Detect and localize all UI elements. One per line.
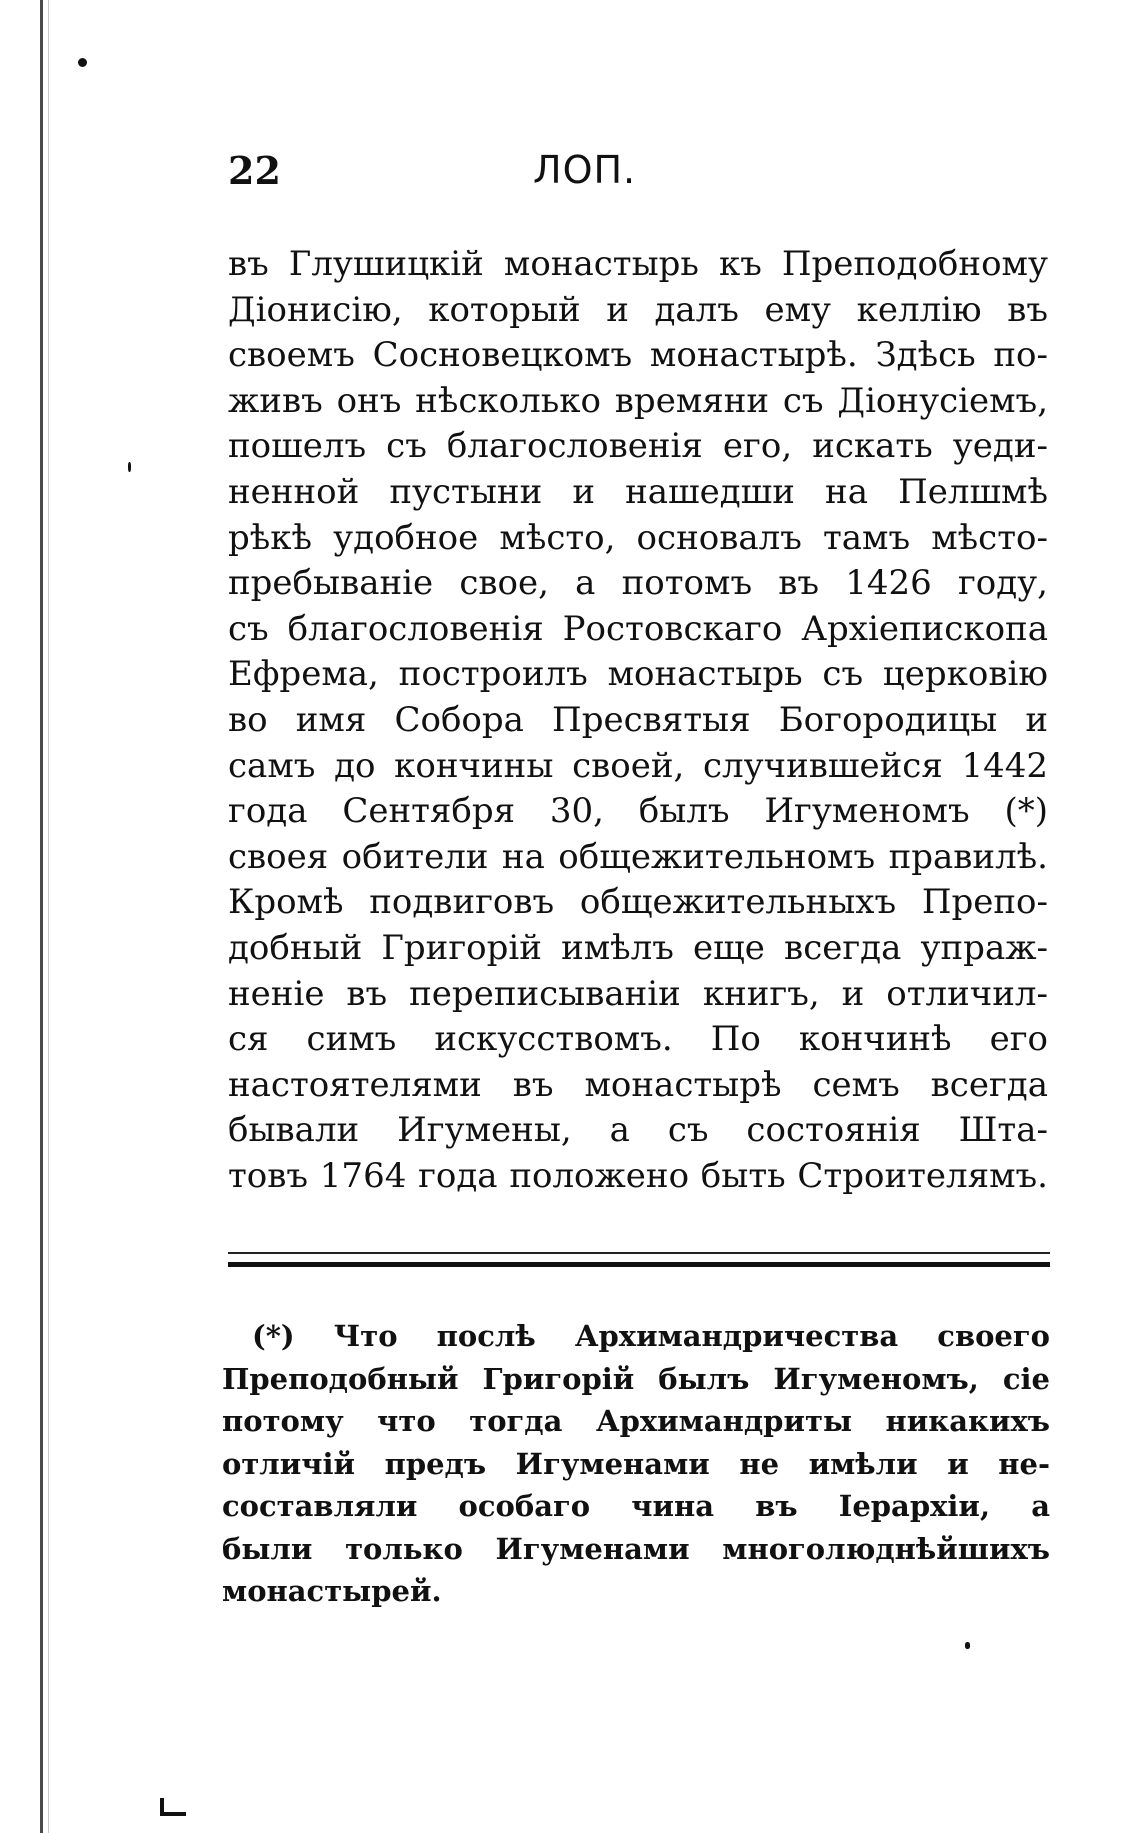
ink-speck xyxy=(965,1642,970,1649)
text-line: бывали Игумены, а съ состоянія Шта- xyxy=(228,1110,1048,1151)
text-line: съ благословенія Ростовскаго Архіепископа xyxy=(228,608,1048,649)
text-line: живъ онъ нѣсколько времяни съ Діонусіемъ, xyxy=(228,380,1048,421)
text-line: товъ 1764 года положено быть Строителямъ. xyxy=(228,1155,1048,1196)
footnote-separator-thick xyxy=(228,1262,1050,1267)
page-header xyxy=(228,148,1048,208)
footnote-separator-thin xyxy=(228,1252,1050,1254)
page-binding-shadow xyxy=(48,0,49,1833)
footnote-line: (*) Что послѣ Архимандричества своего xyxy=(252,1319,1050,1353)
text-line: ненной пустыни и нашедши на Пелшмѣ xyxy=(228,471,1048,512)
text-line: Діонисію, который и далъ ему келлію въ xyxy=(228,289,1048,330)
text-line: во имя Собора Пресвятыя Богородицы и xyxy=(228,699,1048,740)
main-text-block xyxy=(228,242,1048,1199)
footnote-line: потому что тогда Архимандриты никакихъ xyxy=(222,1404,1050,1438)
text-line: рѣкѣ удобное мѣсто, основалъ тамъ мѣсто- xyxy=(228,517,1048,558)
text-line: неніе въ переписываніи книгъ, и отличил- xyxy=(228,973,1048,1014)
text-line: ся симъ искусствомъ. По кончинѣ его xyxy=(228,1019,1048,1060)
footnote-line: Преподобный Григорій былъ Игуменомъ, сіе xyxy=(222,1361,1050,1396)
text-line: года Сентября 30, былъ Игуменомъ (*) xyxy=(228,791,1048,832)
text-line: Кромѣ подвиговъ общежительныхъ Препо- xyxy=(228,882,1048,923)
text-line: пошелъ съ благословенія его, искать уеди- xyxy=(228,426,1048,467)
text-line: Ефрема, построилъ монастырь съ церковію xyxy=(228,654,1048,695)
text-line: настоятелями въ монастырѣ семъ всегда xyxy=(228,1064,1048,1105)
ink-dot xyxy=(78,58,87,67)
text-line: своемъ Сосновецкомъ монастырѣ. Здѣсь по- xyxy=(228,335,1048,376)
text-line: пребываніе свое, а потомъ въ 1426 году, xyxy=(228,563,1048,604)
ink-speck xyxy=(128,462,131,472)
footnote-line: составляли особаго чина въ Іерархіи, а xyxy=(222,1489,1050,1523)
text-line: въ Глушицкій монастырь къ Преподобному xyxy=(228,244,1048,284)
running-head: ЛОП. xyxy=(533,148,637,192)
text-line: своея обители на общежительномъ правилѣ. xyxy=(228,836,1048,877)
footnote-line: отличій предъ Игуменами не имѣли и не- xyxy=(222,1446,1050,1481)
page-number: 22 xyxy=(228,148,281,193)
footnote-line: монастырей. xyxy=(222,1574,442,1608)
printer-mark xyxy=(160,1798,186,1816)
page-binding-edge xyxy=(40,0,43,1833)
footnote-block xyxy=(222,1315,1050,1613)
text-line: самъ до кончины своей, случившейся 1442 xyxy=(228,745,1048,786)
footnote-line: были только Игуменами многолюднѣйшихъ xyxy=(222,1531,1050,1566)
text-line: добный Григорій имѣлъ еще всегда упраж- xyxy=(228,927,1048,968)
